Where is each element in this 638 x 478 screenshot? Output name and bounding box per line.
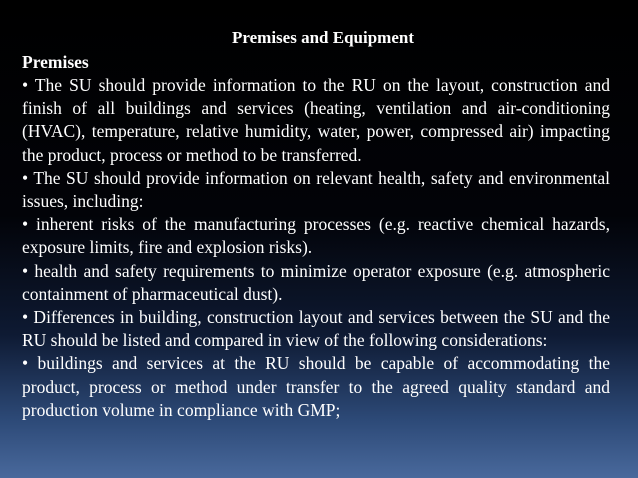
- bullet-paragraph: • inherent risks of the manufacturing processes (e.g. reactive chemical hazards, exposure limits, fire and explosion risks).: [22, 214, 610, 258]
- slide-content: [22, 27, 610, 422]
- bullet-paragraph: • health and safety requirements to minimize operator exposure (e.g. atmospheric containment of pharmaceutical dust).: [22, 260, 610, 304]
- bullet-paragraph: • Differences in building, construction layout and services between the SU and the RU should be listed and compared in view of the following considerations:: [22, 307, 610, 351]
- section-heading: Premises: [22, 52, 89, 72]
- bullet-paragraph: • buildings and services at the RU should be capable of accommodating the product, process or method under transfer to the agreed quality standard and production volume in compliance with GMP;: [22, 353, 610, 420]
- slide-title: Premises and Equipment: [232, 28, 414, 47]
- bullet-paragraph: • The SU should provide information to the RU on the layout, construction and finish of all buildings and services (heating, ventilation and air-conditioning (HVAC), temperature, relative humidity, water, power, compressed air) impacting the product, process or method to be transferred.: [22, 75, 610, 165]
- bullet-paragraph: • The SU should provide information on relevant health, safety and environmental issues, including:: [22, 167, 610, 212]
